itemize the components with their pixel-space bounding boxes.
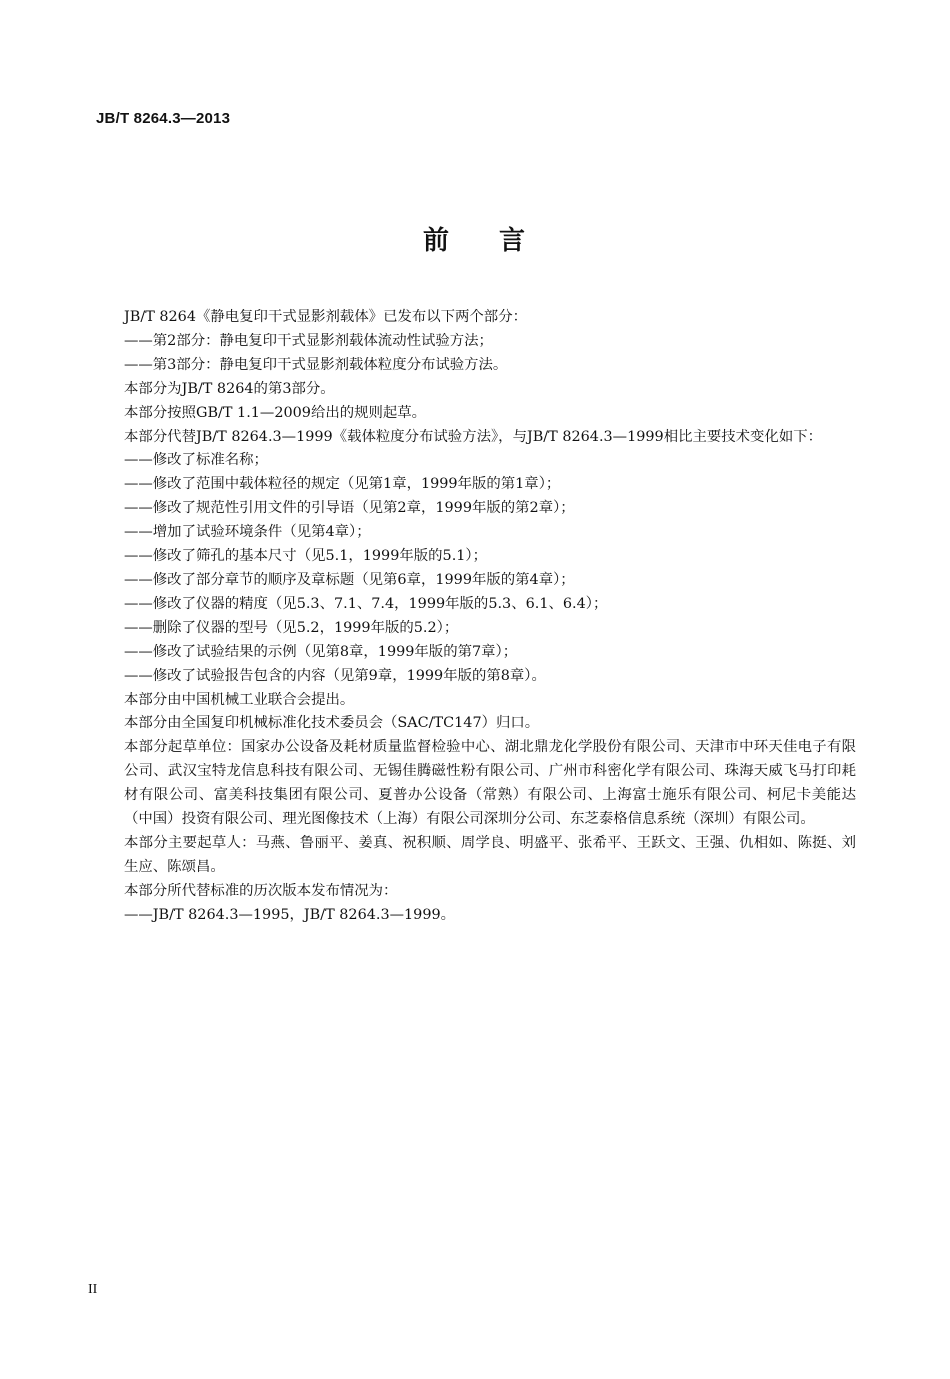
title-char-2: 言: [499, 226, 528, 256]
list-item: ——修改了试验结果的示例（见第8章，1999年版的第7章）；: [124, 643, 518, 660]
paragraph: 本部分起草单位：国家办公设备及耗材质量监督检验中心、湖北鼎龙化学股份有限公司、天津市中环天佳电子有限公司、武汉宝特龙信息科技有限公司、无锡佳腾磁性粉有限公司、广州市科密化学有限公司、珠海天威飞马打印耗材有限公司、富美科技集团有限公司、夏普办公设备（常熟）有限公司、上海富士施乐有限公司、柯尼卡美能达（中国）投资有限公司、理光图像技术（上海）有限公司深圳分公司、东芝泰格信息系统（深圳）有限公司。: [124, 739, 856, 828]
list-item: ——第2部分：静电复印干式显影剂载体流动性试验方法；: [124, 332, 493, 349]
paragraph: 本部分主要起草人：马燕、鲁丽平、姜真、祝积顺、周学良、明盛平、张希平、王跃文、王强、仇相如、陈挺、刘生应、陈颂昌。: [124, 834, 856, 875]
list-item: ——修改了部分章节的顺序及章标题（见第6章，1999年版的第4章）；: [124, 571, 575, 588]
paragraph: JB/T 8264《静电复印干式显影剂载体》已发布以下两个部分：: [124, 309, 527, 325]
list-item: ——增加了试验环境条件（见第4章）；: [124, 524, 371, 541]
list-item: ——修改了试验报告包含的内容（见第9章，1999年版的第8章）。: [124, 667, 546, 684]
page-title: [0, 220, 950, 257]
page-number: II: [88, 1282, 98, 1297]
paragraph: 本部分代替JB/T 8264.3—1999《载体粒度分布试验方法》，与JB/T 8264.3—1999相比主要技术变化如下：: [124, 428, 822, 445]
paragraph: 本部分由全国复印机械标准化技术委员会（SAC/TC147）归口。: [124, 715, 540, 732]
list-item: ——修改了筛孔的基本尺寸（见5.1，1999年版的5.1）；: [124, 548, 488, 565]
list-item: ——第3部分：静电复印干式显影剂载体粒度分布试验方法。: [124, 356, 508, 373]
paragraph: 本部分按照GB/T 1.1—2009给出的规则起草。: [124, 404, 427, 421]
list-item: ——修改了仪器的精度（见5.3、7.1、7.4，1999年版的5.3、6.1、6.4）；: [124, 595, 608, 612]
list-item: ——删除了仪器的型号（见5.2，1999年版的5.2）；: [124, 619, 459, 636]
list-item: ——修改了规范性引用文件的引导语（见第2章，1999年版的第2章）；: [124, 500, 575, 517]
foreword-body: [96, 306, 856, 928]
paragraph: 本部分由中国机械工业联合会提出。: [124, 691, 355, 708]
paragraph: 本部分所代替标准的历次版本发布情况为：: [124, 882, 398, 899]
list-item: ——修改了范围中载体粒径的规定（见第1章，1999年版的第1章）；: [124, 476, 561, 493]
list-item: ——修改了标准名称；: [124, 452, 268, 469]
list-item: ——JB/T 8264.3—1995，JB/T 8264.3—1999。: [124, 906, 456, 923]
paragraph: 本部分为JB/T 8264的第3部分。: [124, 380, 335, 397]
standard-code: JB/T 8264.3—2013: [96, 110, 231, 127]
title-char-1: 前: [422, 226, 451, 256]
